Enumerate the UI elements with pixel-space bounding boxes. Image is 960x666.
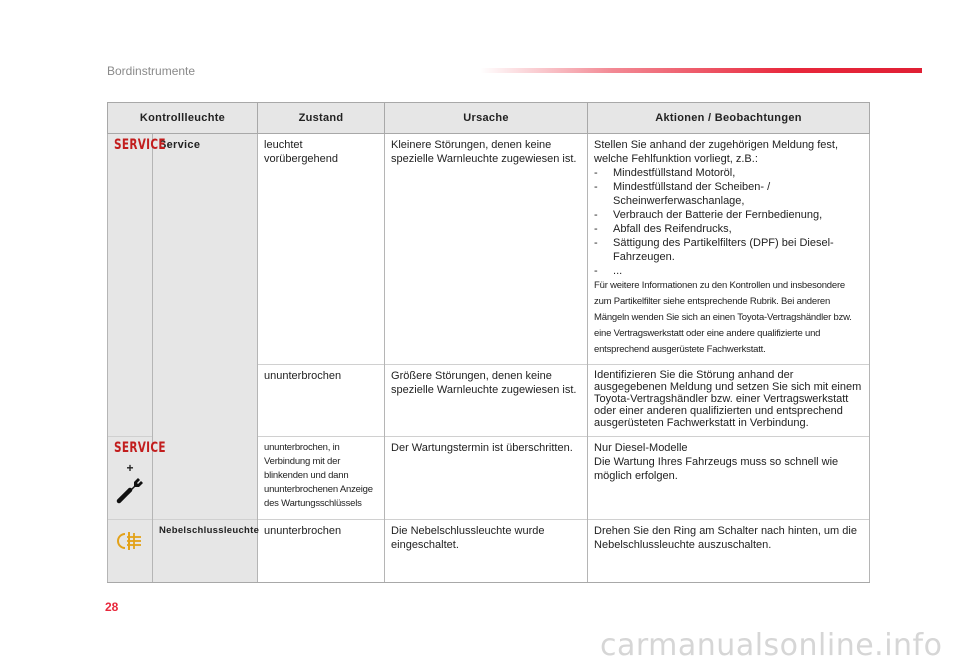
cause-cell xyxy=(385,437,588,520)
list-item: - Sättigung des Partikelfilters (DPF) bei Diesel-Fahrzeugen. xyxy=(594,236,863,264)
column-header-cause: Ursache xyxy=(385,103,588,134)
watermark: carmanualsonline.info xyxy=(600,628,943,663)
cause-text: Der Wartungstermin ist überschritten. xyxy=(391,442,573,454)
action-note: Für weitere Informationen zu den Kontrollen und insbesondere zum Partikelfilter siehe entsprechende Rubrik. Bei anderen Mängeln wenden Sie sich an einen Toyota-Vertragshändler bzw. eine Vertragswerkstatt oder eine andere qualifizierte und entsprechend ausgerüstete Fachwerkstatt. xyxy=(594,280,852,355)
state-cell xyxy=(258,134,385,365)
action-cell xyxy=(588,134,870,365)
plus-sign: + xyxy=(126,461,134,475)
cause-text: Kleinere Störungen, denen keine spezielle Warnleuchte zugewiesen ist. xyxy=(391,139,577,165)
warning-light-name: Nebelschlussleuchte xyxy=(153,520,258,583)
warning-light-name: Service xyxy=(153,134,258,520)
action-text: Drehen Sie den Ring am Schalter nach hinten, um die Nebelschlussleuchte auszuschalten. xyxy=(594,525,857,551)
page-number: 28 xyxy=(105,600,119,614)
list-item: - Abfall des Reifendrucks, xyxy=(594,222,863,236)
section-title: Bordinstrumente xyxy=(107,64,196,78)
service-warning-icon: SERVICE xyxy=(114,136,166,154)
service-wrench-icon-cell xyxy=(108,437,166,520)
cause-cell xyxy=(385,134,588,365)
action-line: Die Wartung Ihres Fahrzeugs muss so schnell wie möglich erfolgen. xyxy=(594,456,839,482)
state-cell xyxy=(258,365,385,437)
action-intro: Stellen Sie anhand der zugehörigen Meldung fest, welche Fehlfunktion vorliegt, z.B.: xyxy=(594,139,839,165)
table-row xyxy=(108,134,870,365)
header-accent-line xyxy=(480,68,922,73)
rear-fog-lamp-icon xyxy=(116,530,144,552)
wrench-icon xyxy=(115,475,145,505)
state-text: ununterbrochen xyxy=(264,370,342,382)
fog-lamp-icon-cell xyxy=(108,520,153,583)
list-item: - ... xyxy=(594,264,863,278)
cause-text: Größere Störungen, denen keine spezielle Warnleuchte zugewiesen ist. xyxy=(391,370,577,396)
table-header-row xyxy=(108,103,870,134)
cause-text: Die Nebelschlussleuchte wurde eingeschaltet. xyxy=(391,525,545,551)
column-header-state: Zustand xyxy=(258,103,385,134)
state-cell xyxy=(258,520,385,583)
list-item: - Mindestfüllstand Motoröl, xyxy=(594,166,863,180)
state-text: ununterbrochen xyxy=(264,525,342,537)
action-line: Nur Diesel-Modelle xyxy=(594,442,688,454)
state-cell xyxy=(258,437,385,520)
action-cell xyxy=(588,365,870,437)
state-text: ununterbrochen, in Verbindung mit der blinkenden und dann ununterbrochenen Anzeige des Wartungsschlüssels xyxy=(264,442,373,509)
action-cell xyxy=(588,437,870,520)
column-header-actions: Aktionen / Beobachtungen xyxy=(588,103,870,134)
action-list xyxy=(594,166,863,278)
action-text: Identifizieren Sie die Störung anhand der ausgegebenen Meldung und setzen Sie sich mit einem Toyota-Vertragshändler bzw. einer Vertragswerkstatt oder einer anderen qualifizierten und entsprechend ausgerüsteten Fachwerkstatt in Verbindung. xyxy=(594,369,862,429)
cause-cell xyxy=(385,365,588,437)
state-text: leuchtet vorübergehend xyxy=(264,139,339,165)
warning-lights-table xyxy=(107,102,870,583)
action-cell xyxy=(588,520,870,583)
service-warning-icon: SERVICE xyxy=(114,439,166,457)
column-header-warning-light: Kontrollleuchte xyxy=(108,103,258,134)
cause-cell xyxy=(385,520,588,583)
table-row xyxy=(108,520,870,583)
list-item: - Verbrauch der Batterie der Fernbedienung, xyxy=(594,208,863,222)
service-icon-cell xyxy=(108,134,166,437)
list-item: - Mindestfüllstand der Scheiben- / Scheinwerferwaschanlage, xyxy=(594,180,863,208)
